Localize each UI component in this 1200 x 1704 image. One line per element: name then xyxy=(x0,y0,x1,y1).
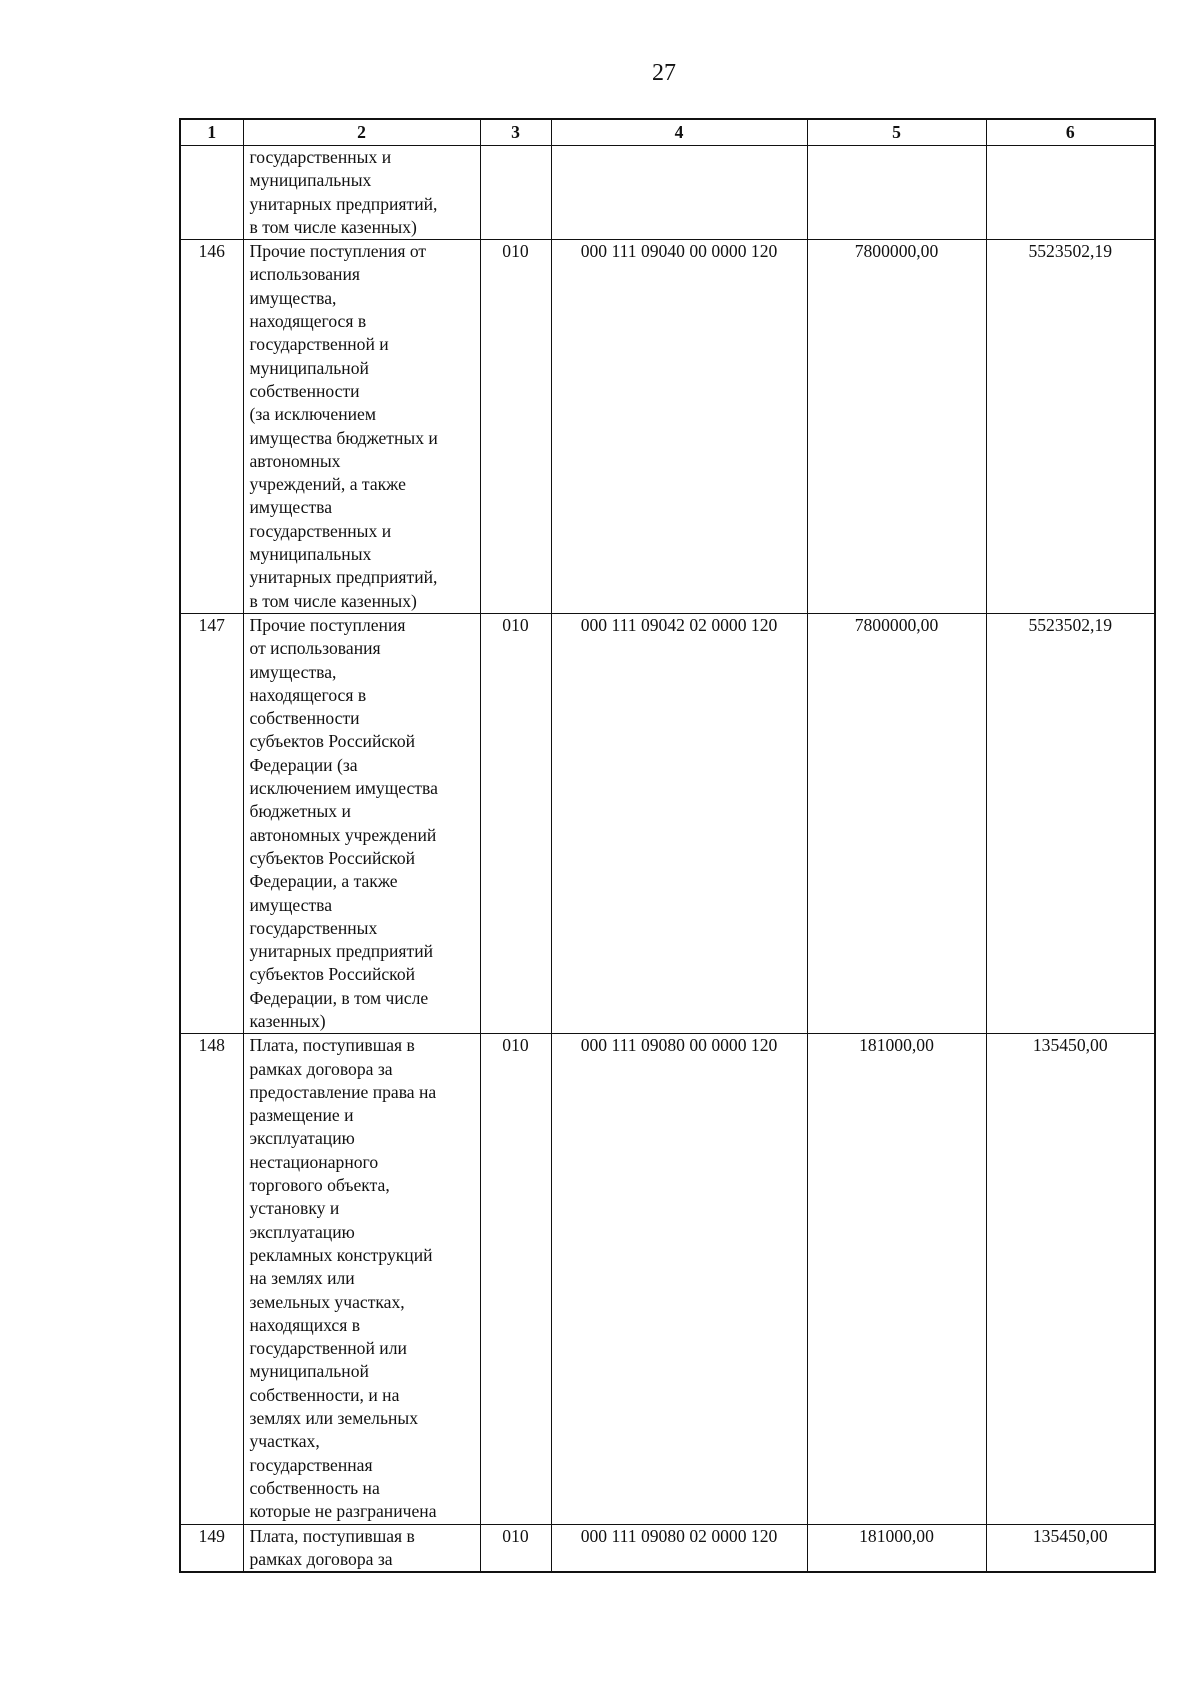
description-line: эксплуатацию xyxy=(249,1128,355,1149)
description-line: государственная xyxy=(249,1454,373,1475)
description-line: государственной и xyxy=(249,334,389,355)
description-line: от использования xyxy=(249,638,381,659)
description-line: государственных и xyxy=(249,147,392,167)
description-line: предоставление права на xyxy=(249,1081,437,1102)
description-line: Федерации, а также xyxy=(249,871,398,892)
description-line: учреждений, а также xyxy=(249,474,406,495)
description-line: собственности xyxy=(249,708,360,729)
row-budget-code: 000 111 09080 02 0000 120 xyxy=(551,1524,807,1572)
row-actual-amount: 135450,00 xyxy=(986,1524,1155,1572)
row-description xyxy=(243,1034,480,1524)
table-row xyxy=(180,146,1155,240)
description-line: размещение и xyxy=(249,1105,354,1126)
row-admin-code: 010 xyxy=(480,1034,551,1524)
table-row xyxy=(180,1524,1155,1572)
row-planned-amount: 181000,00 xyxy=(807,1524,986,1572)
description-line: бюджетных и xyxy=(249,801,351,822)
description-line: Прочие поступления xyxy=(249,614,406,635)
description-line: собственность на xyxy=(249,1477,380,1498)
row-description xyxy=(243,1524,480,1572)
description-line: муниципальной xyxy=(249,1361,369,1382)
row-budget-code xyxy=(551,146,807,240)
row-budget-code: 000 111 09042 02 0000 120 xyxy=(551,613,807,1033)
row-description xyxy=(243,613,480,1033)
description-line: унитарных предприятий, xyxy=(249,567,438,588)
row-actual-amount: 135450,00 xyxy=(986,1034,1155,1524)
description-line: имущества xyxy=(249,497,333,518)
description-line: субъектов Российской xyxy=(249,731,416,752)
description-line: Федерации, в том числе xyxy=(249,987,429,1008)
row-admin-code: 010 xyxy=(480,613,551,1033)
row-number: 148 xyxy=(180,1034,243,1524)
description-line: которые не разграничена xyxy=(249,1501,437,1522)
description-line: находящихся в xyxy=(249,1314,361,1335)
description-line: автономных учреждений xyxy=(249,824,437,845)
row-actual-amount xyxy=(986,146,1155,240)
row-number: 147 xyxy=(180,613,243,1033)
description-line: торгового объекта, xyxy=(249,1175,390,1196)
description-line: государственных и xyxy=(249,520,392,541)
row-planned-amount xyxy=(807,146,986,240)
description-line: государственной или xyxy=(249,1338,407,1359)
description-line: на землях или xyxy=(249,1268,355,1289)
page-number-text: 27 xyxy=(652,60,676,86)
description-line: находящегося в xyxy=(249,311,367,332)
description-line: субъектов Российской xyxy=(249,847,416,868)
description-line: установку и xyxy=(249,1198,340,1219)
description-line: рамках договора за xyxy=(249,1548,393,1569)
table-body xyxy=(180,146,1155,1573)
row-description xyxy=(243,146,480,240)
description-line: имущества, xyxy=(249,287,337,308)
header-col-6: 6 xyxy=(986,119,1155,146)
description-line: унитарных предприятий xyxy=(249,941,434,962)
description-line: участках, xyxy=(249,1431,320,1452)
row-number: 149 xyxy=(180,1524,243,1572)
row-description xyxy=(243,240,480,614)
description-line: нестационарного xyxy=(249,1151,379,1172)
description-line: земельных участках, xyxy=(249,1291,405,1312)
row-number xyxy=(180,146,243,240)
row-budget-code: 000 111 09080 00 0000 120 xyxy=(551,1034,807,1524)
description-line: казенных) xyxy=(249,1010,326,1031)
table-row xyxy=(180,240,1155,614)
row-actual-amount: 5523502,19 xyxy=(986,613,1155,1033)
description-line: имущества бюджетных и xyxy=(249,427,438,448)
description-line: муниципальных xyxy=(249,544,372,565)
description-line: Плата, поступившая в xyxy=(249,1035,415,1056)
description-line: автономных xyxy=(249,450,341,471)
description-line: в том числе казенных) xyxy=(249,590,417,611)
row-planned-amount: 7800000,00 xyxy=(807,613,986,1033)
header-col-1: 1 xyxy=(180,119,243,146)
description-line: собственности, и на xyxy=(249,1384,400,1405)
description-line: собственности xyxy=(249,380,360,401)
table-row xyxy=(180,613,1155,1033)
description-line: Федерации (за xyxy=(249,754,358,775)
description-line: эксплуатацию xyxy=(249,1221,355,1242)
row-planned-amount: 7800000,00 xyxy=(807,240,986,614)
row-budget-code: 000 111 09040 00 0000 120 xyxy=(551,240,807,614)
header-col-2: 2 xyxy=(243,119,480,146)
row-planned-amount: 181000,00 xyxy=(807,1034,986,1524)
row-number: 146 xyxy=(180,240,243,614)
description-line: имущества, xyxy=(249,661,337,682)
description-line: использования xyxy=(249,264,360,285)
description-line: Плата, поступившая в xyxy=(249,1525,415,1546)
row-admin-code xyxy=(480,146,551,240)
header-col-4: 4 xyxy=(551,119,807,146)
row-actual-amount: 5523502,19 xyxy=(986,240,1155,614)
header-col-3: 3 xyxy=(480,119,551,146)
description-line: муниципальной xyxy=(249,357,369,378)
revenue-table xyxy=(179,118,1156,1573)
page-number xyxy=(0,58,1200,88)
description-line: рекламных конструкций xyxy=(249,1244,433,1265)
description-line: имущества xyxy=(249,894,333,915)
description-line: землях или земельных xyxy=(249,1408,419,1429)
description-line: Прочие поступления от xyxy=(249,241,427,262)
row-admin-code: 010 xyxy=(480,240,551,614)
description-line: (за исключением xyxy=(249,404,376,425)
description-line: унитарных предприятий, xyxy=(249,193,438,214)
description-line: государственных xyxy=(249,917,378,938)
header-col-5: 5 xyxy=(807,119,986,146)
header-row xyxy=(180,119,1155,146)
description-line: исключением имущества xyxy=(249,778,438,799)
description-line: находящегося в xyxy=(249,684,367,705)
description-line: в том числе казенных) xyxy=(249,216,417,237)
row-admin-code: 010 xyxy=(480,1524,551,1572)
description-line: муниципальных xyxy=(249,170,372,191)
description-line: субъектов Российской xyxy=(249,964,416,985)
table-row xyxy=(180,1034,1155,1524)
description-line: рамках договора за xyxy=(249,1058,393,1079)
